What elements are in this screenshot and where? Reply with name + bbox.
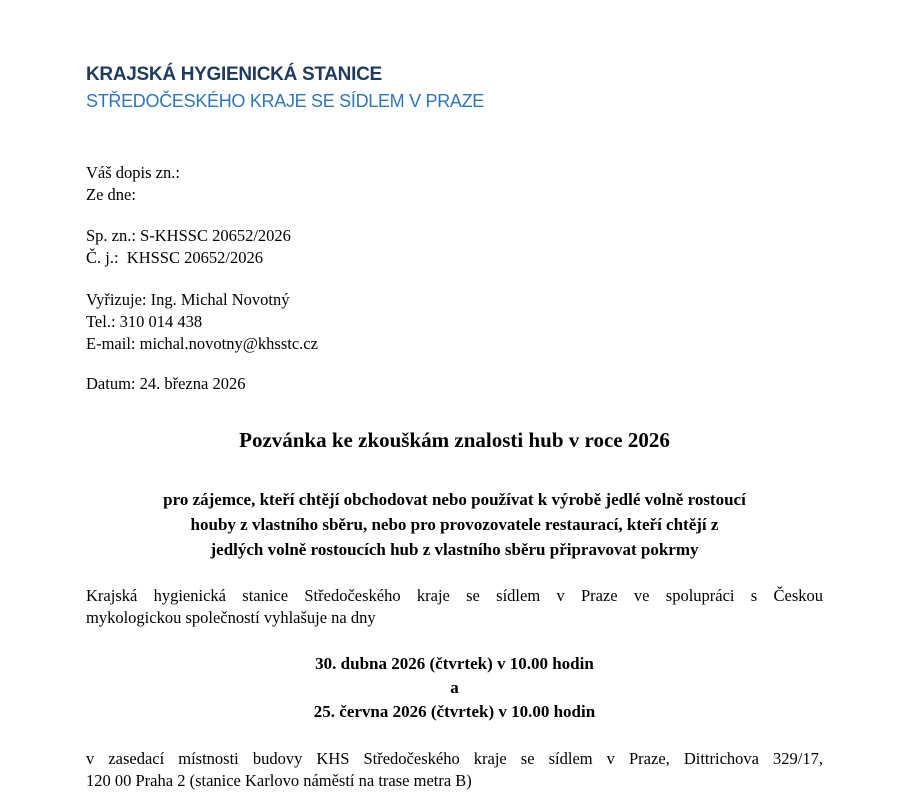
exam-date-conjunction: a	[450, 678, 459, 697]
text-line: jedlých volně rostoucích hub z vlastního sběru připravovat pokrmy	[210, 540, 699, 559]
text-line: Krajská hygienická stanice Středočeského kraje se sídlem v Praze ve spolupráci s Českou	[86, 586, 823, 605]
phone-line: Tel.: 310 014 438	[86, 312, 203, 331]
exam-date-second: 25. června 2026 (čtvrtek) v 10.00 hodin	[313, 702, 596, 721]
text-line: houby z vlastního sběru, nebo pro provozovatele restaurací, kteří chtějí z	[190, 515, 719, 534]
file-number-line: Sp. zn.: S-KHSSC 20652/2026	[86, 226, 291, 245]
letterhead-organization: KRAJSKÁ HYGIENICKÁ STANICE	[86, 64, 382, 85]
document-title: Pozvánka ke zkouškám znalosti hub v roce 2026	[239, 428, 670, 452]
ref-group-date	[86, 373, 823, 395]
text-line: 120 00 Praha 2 (stanice Karlovo náměstí na trase metra B)	[86, 771, 472, 790]
date-line: Datum: 24. března 2026	[86, 374, 246, 393]
exam-date-first: 30. dubna 2026 (čtvrtek) v 10.00 hodin	[315, 654, 594, 673]
text-line: v zasedací místnosti budovy KHS Středočeského kraje se sídlem v Praze, Dittrichova 329/17,	[86, 749, 823, 768]
email-line: E-mail: michal.novotny@khsstc.cz	[86, 334, 318, 353]
handled-by-line: Vyřizuje: Ing. Michal Novotný	[86, 290, 290, 309]
ref-group-numbers	[86, 225, 823, 269]
ref-group-incoming	[86, 162, 823, 206]
your-ref-line: Váš dopis zn.:	[86, 163, 180, 182]
text-line: pro zájemce, kteří chtějí obchodovat nebo používat k výrobě jedlé volně rostoucí	[163, 490, 746, 509]
text-line: mykologickou společností vyhlašuje na dny	[86, 608, 376, 627]
letterhead	[86, 62, 823, 114]
ref-group-contact	[86, 289, 823, 355]
location-paragraph	[86, 748, 823, 792]
exam-dates-block	[86, 652, 823, 724]
document-number-line: Č. j.: KHSSC 20652/2026	[86, 248, 263, 267]
intro-paragraph	[86, 585, 823, 629]
subtitle-paragraph	[86, 487, 823, 562]
reference-block	[86, 162, 823, 395]
your-date-line: Ze dne:	[86, 185, 136, 204]
letterhead-region: STŘEDOČESKÉHO KRAJE SE SÍDLEM V PRAZE	[86, 91, 484, 111]
